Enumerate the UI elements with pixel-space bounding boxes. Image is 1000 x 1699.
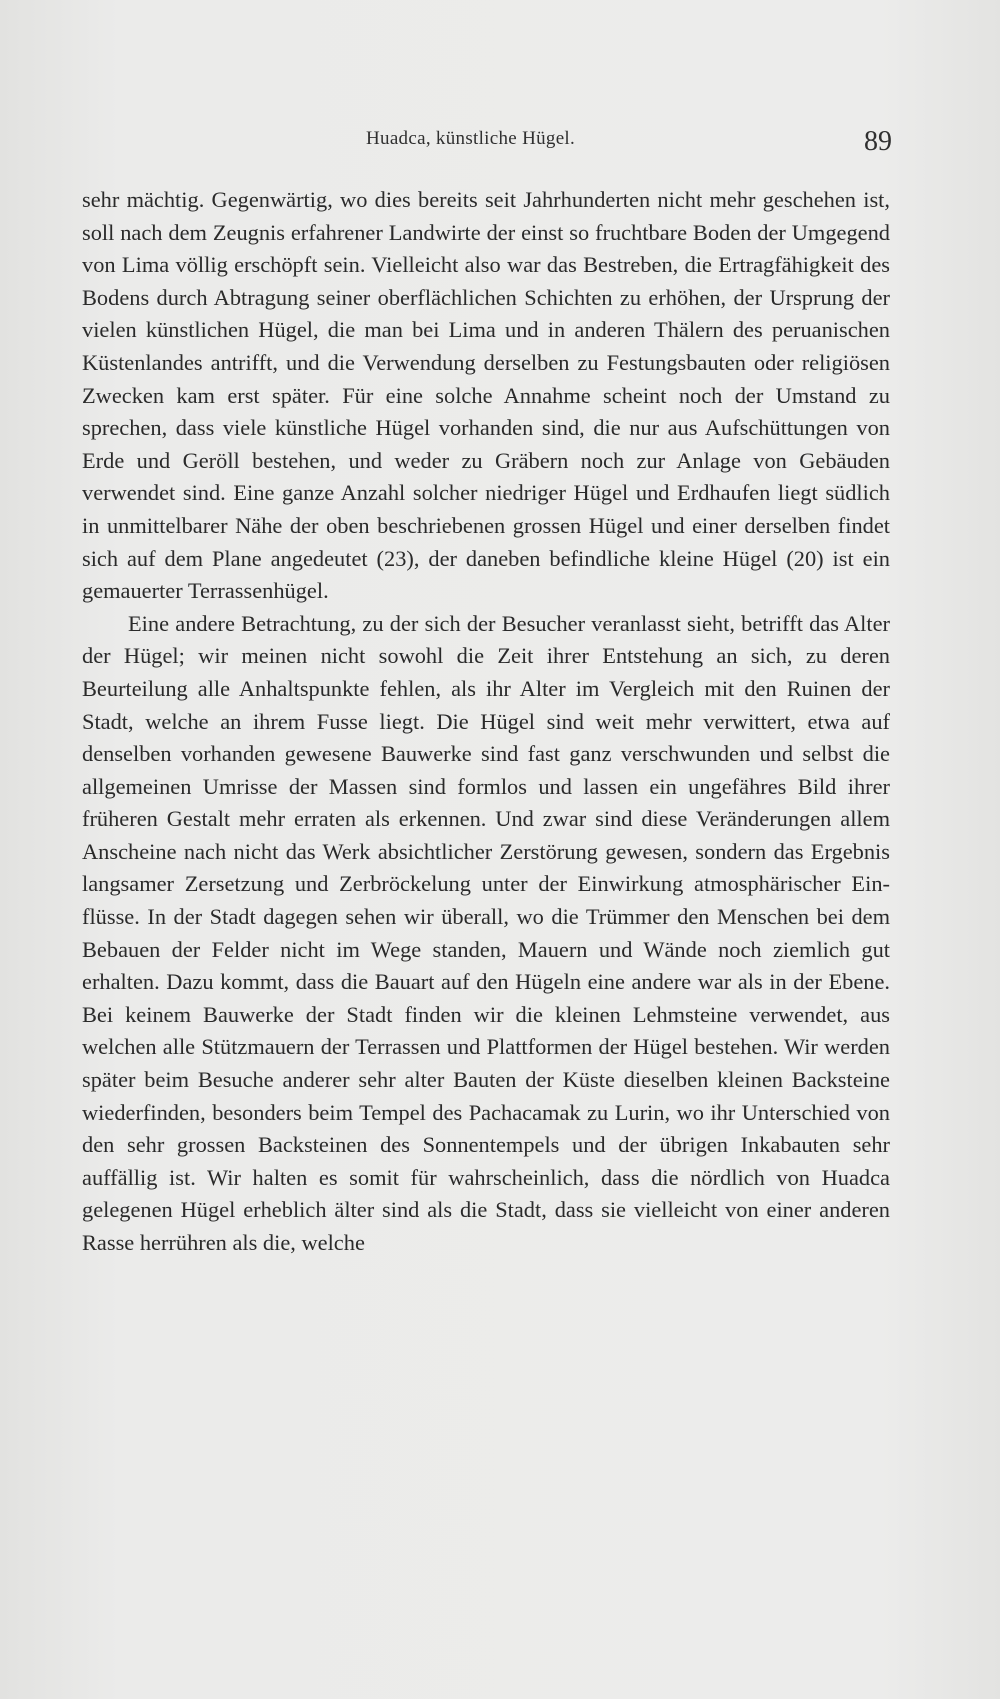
paragraph-alter-der-huegel: Eine andere Betrachtung, zu der sich der Besucher veranlasst sieht, betrifft das Alter der Hügel; wir meinen nicht sowohl die Zeit ihrer Entstehung an sich, zu deren Beurteilung alle Anhaltspunkte fehlen, als ihr Alter im Vergleich mit den Ruinen der Stadt, welche an ihrem Fusse liegt. Die Hügel sind weit mehr verwittert, etwa auf denselben vorhanden gewesene Bauwerke sind fast ganz verschwunden und selbst die allgemeinen Umrisse der Massen sind formlos und lassen ein ungefähres Bild ihrer früheren Gestalt mehr erraten als erkennen. Und zwar sind diese Veränderungen allem Anscheine nach nicht das Werk absichtlicher Zerstörung gewesen, sondern das Ergebnis langsamer Zersetzung und Zerbröckelung unter der Einwirkung atmosphärischer Einflüsse. In der Stadt dagegen sehen wir überall, wo die Trümmer den Menschen bei dem Bebauen der Felder nicht im Wege standen, Mauern und Wände noch ziemlich gut erhalten. Dazu kommt, dass die Bauart auf den Hügeln eine andere war als in der Ebene. Bei keinem Bauwerke der Stadt finden wir die kleinen Lehmsteine verwendet, aus welchen alle Stützmauern der Terrassen und Plattformen der Hügel bestehen. Wir werden später beim Besuche anderer sehr alter Bauten der Küste dieselben kleinen Backsteine wiederfinden, besonders beim Tempel des Pachacamak zu Lurin, wo ihr Unterschied von den sehr grossen Backsteinen des Sonnentempels und der übrigen Inkabauten sehr auffällig ist. Wir halten es somit für wahrscheinlich, dass die nördlich von Huadca gelegenen Hügel erheblich älter sind als die Stadt, dass sie vielleicht von einer anderen Rasse herrühren als die, welche (82, 610, 890, 1255)
running-title: Huadca, künstliche Hügel. (366, 128, 576, 149)
body-text (82, 184, 890, 1260)
running-header (82, 128, 892, 162)
paragraph-continued: sehr mächtig. Gegenwärtig, wo dies bereits seit Jahrhunderten nicht mehr geschehen ist, soll nach dem Zeugnis erfahrener Landwirte der einst so fruchtbare Boden der Umgegend von Lima völlig erschöpft sein. Vielleicht also war das Bestreben, die Ertragfähigkeit des Bodens durch Abtragung seiner oberflächlichen Schichten zu erhöhen, der Ursprung der vielen künstlichen Hügel, die man bei Lima und in anderen Thälern des peruanischen Küstenlandes antrifft, und die Verwendung derselben zu Festungsbauten oder religiösen Zwecken kam erst später. Für eine solche Annahme scheint noch der Umstand zu sprechen, dass viele künstliche Hügel vorhanden sind, die nur aus Aufschüttungen von Erde und Geröll bestehen, und weder zu Gräbern noch zur Anlage von Gebäuden verwendet sind. Eine ganze Anzahl solcher niedriger Hügel und Erdhaufen liegt südlich in unmittelbarer Nähe der oben beschriebenen grossen Hügel und einer derselben findet sich auf dem Plane angedeutet (23), der daneben befindliche kleine Hügel (20) ist ein gemauerter Terrassenhügel. (82, 187, 890, 604)
page-number: 89 (864, 126, 892, 157)
